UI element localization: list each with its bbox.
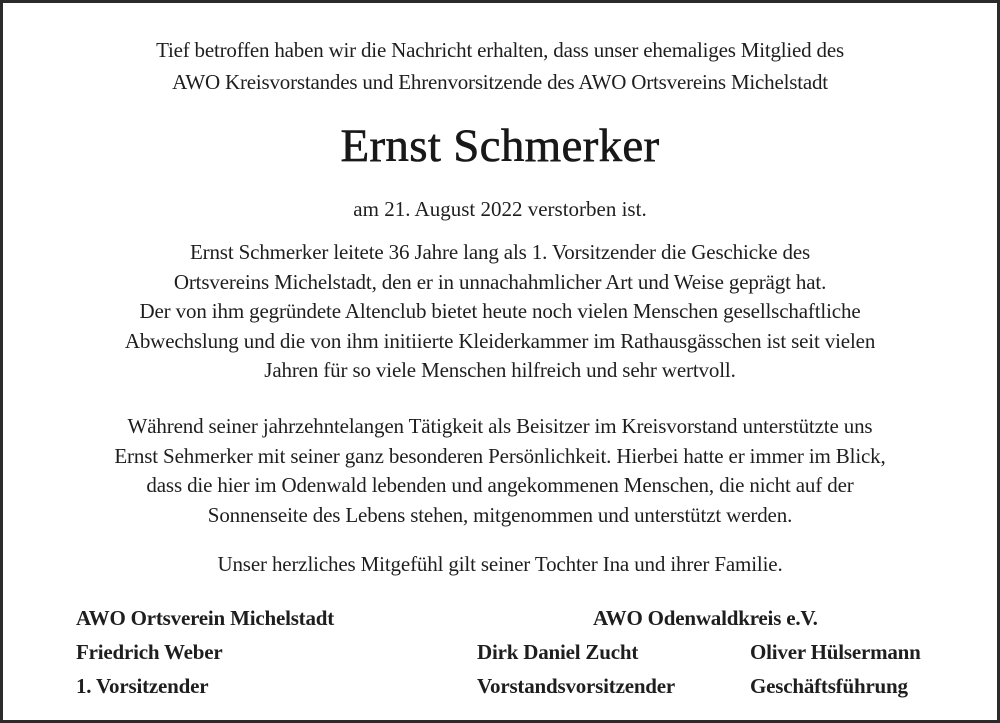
paragraph-condolence [3, 550, 997, 580]
signature-organization: AWO Odenwaldkreis e.V. [593, 606, 818, 630]
paragraph-line: Abwechslung und die von ihm initiierte Kleiderkammer im Rathausgässchen ist seit vielen [124, 328, 876, 353]
intro-line: Tief betroffen haben wir die Nachricht erhalten, dass unser ehemaliges Mitglied des [156, 38, 844, 62]
paragraph-line: Ernst Sehmerker mit seiner ganz besonderen Persönlichkeit. Hierbei hatte er immer im Blick, [114, 443, 886, 468]
paragraph-line: Jahren für so viele Menschen hilfreich und sehr wertvoll. [264, 358, 736, 382]
signature-name: Oliver Hülsermann [750, 640, 921, 664]
paragraph-line: dass die hier im Odenwald lebenden und angekommenen Menschen, die nicht auf der [146, 473, 854, 497]
signature-name: Friedrich Weber [76, 640, 223, 664]
paragraph-line: Der von ihm gegründete Altenclub bietet heute noch vielen Menschen gesellschaftliche [139, 299, 861, 323]
paragraph-tribute-local [3, 238, 997, 386]
deceased-name: Ernst Schmerker [340, 120, 660, 172]
signature-block-ortsverein [76, 601, 334, 703]
paragraph-line: Ernst Schmerker leitete 36 Jahre lang als 1. Vorsitzender die Geschicke des [189, 240, 811, 264]
signature-role: Geschäftsführung [750, 674, 908, 698]
signature-block-chair [477, 635, 675, 703]
signature-block-management [750, 635, 921, 703]
signature-organization: AWO Ortsverein Michelstadt [76, 606, 335, 630]
intro-text [3, 34, 997, 98]
paragraph-line: Während seiner jahrzehntelangen Tätigkeit als Beisitzer im Kreisvorstand unterstützte uns [127, 414, 873, 438]
signature-role: 1. Vorsitzender [76, 674, 209, 698]
signature-organization-kreis [593, 601, 818, 635]
intro-line: AWO Kreisvorstandes und Ehrenvorsitzende des AWO Ortsvereins Michelstadt [172, 70, 828, 94]
signature-name: Dirk Daniel Zucht [477, 640, 639, 664]
paragraph-line: Unser herzliches Mitgefühl gilt seiner Tochter Ina und ihrer Familie. [217, 552, 783, 576]
paragraph-line: Ortsvereins Michelstadt, den er in unnachahmlicher Art und Weise geprägt hat. [173, 269, 827, 294]
signature-role: Vorstandsvorsitzender [477, 674, 676, 698]
death-date-line: am 21. August 2022 verstorben ist. [353, 197, 647, 221]
paragraph-tribute-district [3, 412, 997, 530]
paragraph-line: Sonnenseite des Lebens stehen, mitgenommen und unterstützt werden. [207, 502, 793, 527]
